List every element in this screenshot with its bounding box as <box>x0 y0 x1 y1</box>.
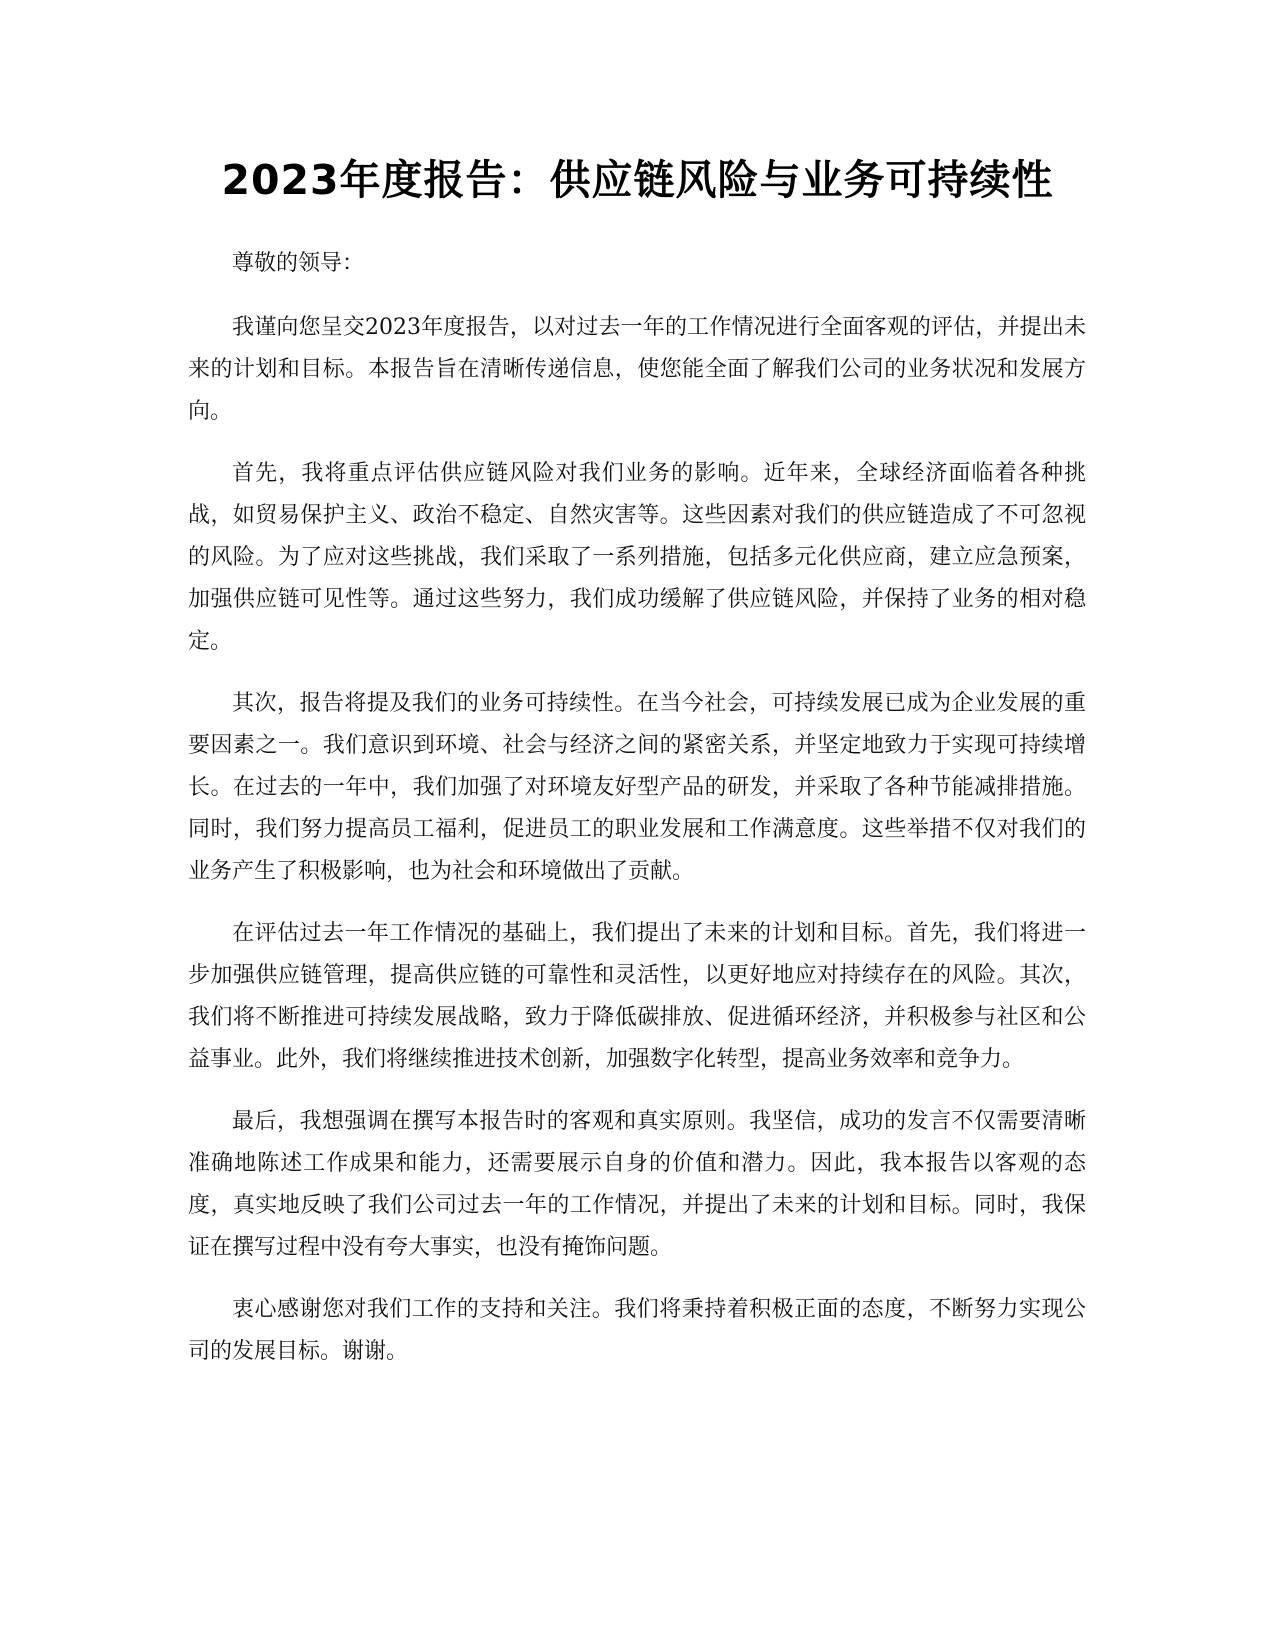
document-body <box>188 243 1086 1393</box>
paragraph-intro: 我谨向您呈交2023年度报告，以对过去一年的工作情况进行全面客观的评估，并提出未来的计划和目标。本报告旨在清晰传递信息，使您能全面了解我们公司的业务状况和发展方向。 <box>188 315 1086 424</box>
document-title: 2023年度报告：供应链风险与业务可持续性 <box>221 156 1054 204</box>
paragraph-closing: 衷心感谢您对我们工作的支持和关注。我们将秉持着积极正面的态度，不断努力实现公司的发展目标。谢谢。 <box>188 1297 1086 1364</box>
paragraph-objectivity: 最后，我想强调在撰写本报告时的客观和真实原则。我坚信，成功的发言不仅需要清晰准确地陈述工作成果和能力，还需要展示自身的价值和潜力。因此，我本报告以客观的态度，真实地反映了我们公司过去一年的工作情况，并提出了未来的计划和目标。同时，我保证在撰写过程中没有夸大事实，也没有掩饰问题。 <box>188 1109 1086 1260</box>
paragraph-future-plans: 在评估过去一年工作情况的基础上，我们提出了未来的计划和目标。首先，我们将进一步加强供应链管理，提高供应链的可靠性和灵活性，以更好地应对持续存在的风险。其次，我们将不断推进可持续发展战略，致力于降低碳排放、促进循环经济，并积极参与社区和公益事业。此外，我们将继续推进技术创新，加强数字化转型，提高业务效率和竞争力。 <box>188 921 1086 1072</box>
paragraph-sustainability: 其次，报告将提及我们的业务可持续性。在当今社会，可持续发展已成为企业发展的重要因素之一。我们意识到环境、社会与经济之间的紧密关系，并坚定地致力于实现可持续增长。在过去的一年中，我们加强了对环境友好型产品的研发，并采取了各种节能减排措施。同时，我们努力提高员工福利，促进员工的职业发展和工作满意度。这些举措不仅对我们的业务产生了积极影响，也为社会和环境做出了贡献。 <box>188 691 1086 884</box>
paragraph-supply-chain-risk: 首先，我将重点评估供应链风险对我们业务的影响。近年来，全球经济面临着各种挑战，如贸易保护主义、政治不稳定、自然灾害等。这些因素对我们的供应链造成了不可忽视的风险。为了应对这些挑战，我们采取了一系列措施，包括多元化供应商，建立应急预案，加强供应链可见性等。通过这些努力，我们成功缓解了供应链风险，并保持了业务的相对稳定。 <box>188 461 1086 654</box>
salutation: 尊敬的领导： <box>232 251 365 276</box>
